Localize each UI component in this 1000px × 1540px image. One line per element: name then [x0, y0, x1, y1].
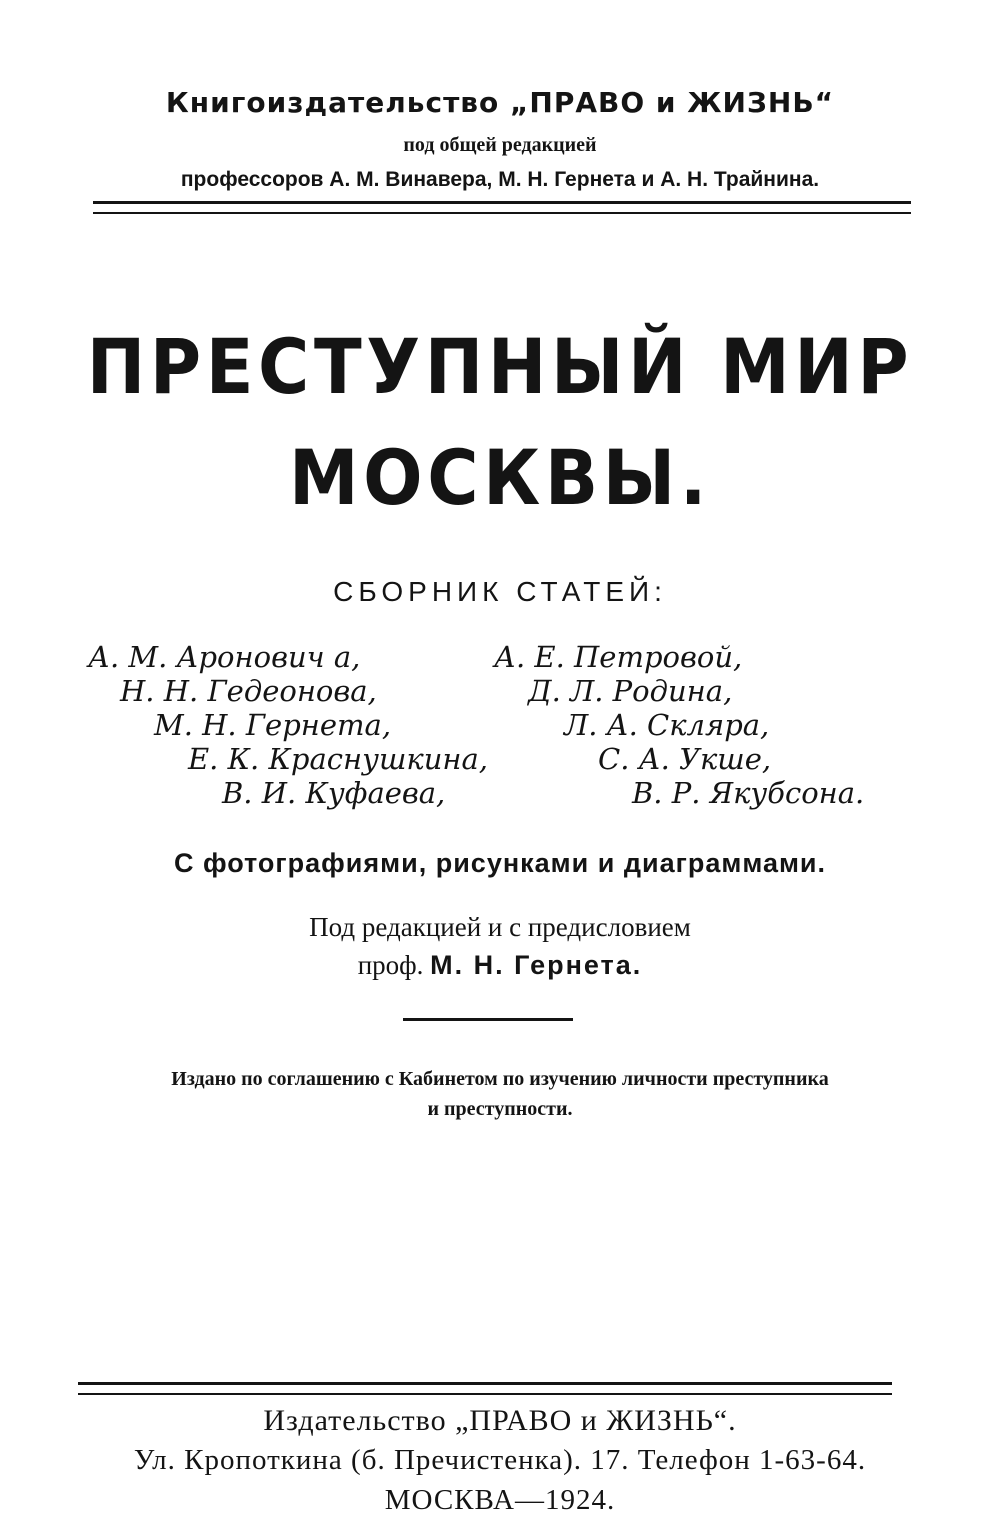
author-left-2: Н. Н. Гедеонова,: [120, 674, 377, 708]
author-right-1: А. Е. Петровой,: [494, 640, 743, 674]
editor-prefix: проф.: [357, 950, 424, 980]
author-left-1: А. М. Аронович а,: [88, 640, 361, 674]
editors-professors: профессоров А. М. Винавера, М. Н. Гернета и А. Н. Трайнина.: [180, 168, 820, 191]
editorial-note: под общей редакцией: [403, 134, 597, 156]
author-right-2: Д. Л. Родина,: [528, 674, 733, 708]
imprint-divider: [78, 1382, 892, 1395]
imprint-address: Ул. Кропоткина (б. Пречистенка). 17. Телефон 1-63-64.: [133, 1444, 867, 1476]
editor-name: М. Н. Гернета.: [430, 950, 643, 980]
author-right-4: С. А. Укше,: [598, 742, 772, 776]
editor-line: [0, 950, 1000, 981]
agreement-line-1: Издано по соглашению с Кабинетом по изучению личности преступника: [171, 1068, 829, 1090]
imprint-publisher: Издательство „ПРАВО и ЖИЗНЬ“.: [263, 1404, 737, 1437]
author-left-3: М. Н. Гернета,: [154, 708, 392, 742]
edited-by-line: Под редакцией и с предисловием: [309, 912, 691, 942]
publisher-name: Книгоиздательство „ПРАВО и ЖИЗНЬ“: [165, 86, 835, 119]
collection-label: СБОРНИК СТАТЕЙ:: [333, 576, 667, 607]
author-right-5: В. Р. Якубсона.: [632, 776, 865, 810]
author-right-3: Л. А. Скляра,: [564, 708, 770, 742]
short-divider: [403, 1018, 573, 1021]
author-left-5: В. И. Куфаева,: [222, 776, 446, 810]
header-divider: [93, 201, 911, 214]
book-title-line-1: ПРЕСТУПНЫЙ МИР: [86, 322, 914, 411]
illustrations-note: С фотографиями, рисунками и диаграммами.: [173, 848, 827, 878]
author-left-4: Е. К. Краснушкина,: [188, 742, 489, 776]
imprint-city-year: МОСКВА—1924.: [384, 1484, 616, 1516]
agreement-line-2: и преступности.: [427, 1098, 573, 1120]
book-title-line-2: МОСКВЫ.: [289, 433, 711, 522]
